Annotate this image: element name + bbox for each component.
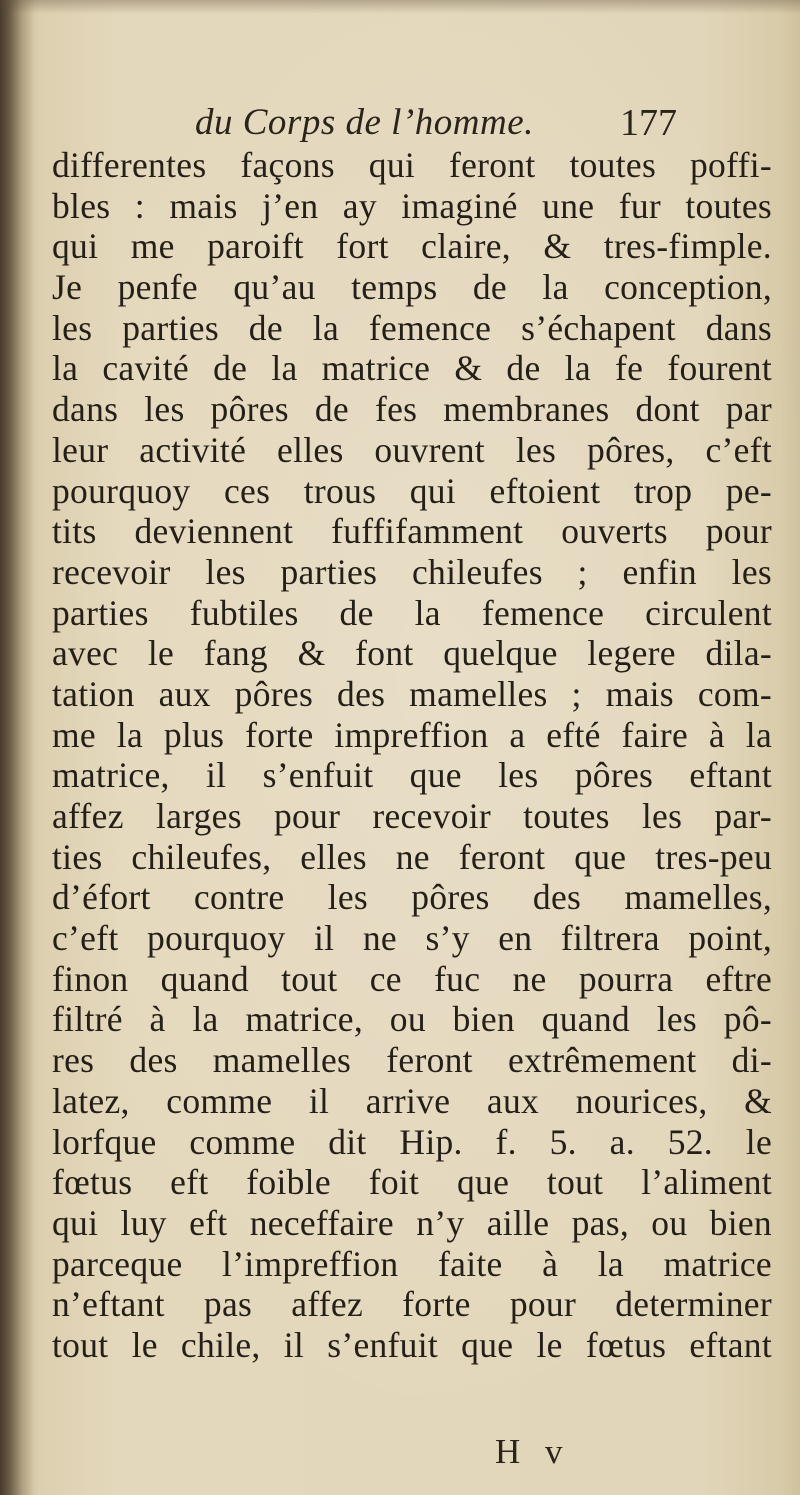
text-line: tits deviennent fuffifamment ouverts pour — [52, 511, 772, 552]
text-line: me la plus forte impreffion a efté faire à la — [52, 714, 772, 755]
page-number: 177 — [620, 102, 677, 144]
text-line: les parties de la femence s’échapent dans — [52, 307, 772, 348]
text-line: lorfque comme dit Hip. f. 5. a. 52. le — [52, 1121, 772, 1162]
text-line: Je penfe qu’au temps de la conception, — [52, 267, 772, 308]
text-line: tation aux pôres des mamelles ; mais com- — [52, 673, 772, 714]
text-line: differentes façons qui feront toutes poffi- — [52, 145, 772, 185]
running-title: du Corps de l’homme. — [195, 102, 534, 143]
text-line: n’eftant pas affez forte pour determiner — [52, 1284, 772, 1325]
text-line: latez, comme il arrive aux nourices, & — [52, 1080, 772, 1121]
text-line: dans les pôres de fes membranes dont par — [52, 389, 772, 430]
body-text — [52, 145, 772, 1366]
text-line: parceque l’impreffion faite à la matrice — [52, 1243, 772, 1284]
text-line: res des mamelles feront extrêmement di- — [52, 1040, 772, 1081]
text-line: la cavité de la matrice & de la fe fourent — [52, 348, 772, 389]
text-line: pourquoy ces trous qui eftoient trop pe- — [52, 470, 772, 511]
text-line: d’éfort contre les pôres des mamelles, — [52, 877, 772, 918]
text-line: affez larges pour recevoir toutes les par- — [52, 796, 772, 836]
text-line: avec le fang & font quelque legere dila- — [52, 633, 772, 674]
text-line: recevoir les parties chileufes ; enfin les — [52, 551, 772, 592]
page-header — [195, 98, 755, 148]
page-top-edge — [0, 0, 800, 14]
text-line: leur activité elles ouvrent les pôres, c’eft — [52, 429, 772, 470]
text-line: fœtus eft foible foit que tout l’aliment — [52, 1162, 772, 1203]
text-line: ties chileufes, elles ne feront que tres-peu — [52, 836, 772, 877]
text-line: c’eft pourquoy il ne s’y en filtrera point, — [52, 918, 772, 959]
text-line: parties fubtiles de la femence circulent — [52, 592, 772, 633]
text-line: bles : mais j’en ay imaginé une fur toutes — [52, 185, 772, 226]
text-line: qui luy eft neceffaire n’y aille pas, ou bien — [52, 1202, 772, 1243]
text-line: qui me paroift fort claire, & tres-fimple. — [52, 226, 772, 267]
text-line: filtré à la matrice, ou bien quand les pô- — [52, 999, 772, 1040]
text-line: finon quand tout ce fuc ne pourra eftre — [52, 958, 772, 999]
signature-mark: H v — [495, 1432, 571, 1471]
text-line: matrice, il s’enfuit que les pôres eftant — [52, 755, 772, 796]
text-line: tout le chile, il s’enfuit que le fœtus eftant — [52, 1324, 772, 1365]
binding-gutter-shadow — [0, 0, 34, 1495]
